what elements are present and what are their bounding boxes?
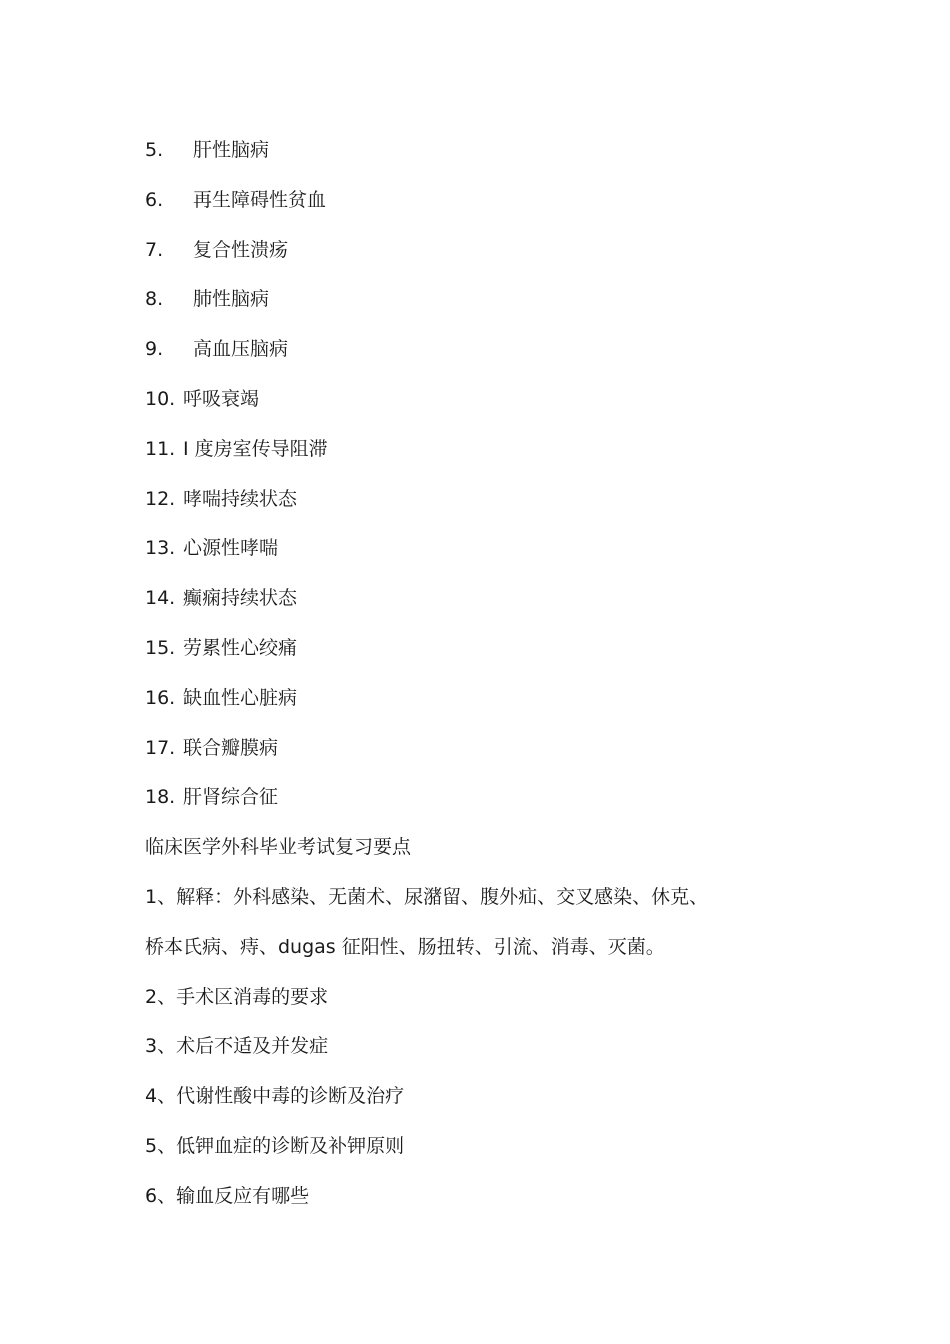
list-text: Ⅰ 度房室传导阻滞: [183, 437, 328, 460]
list-text: 再生障碍性贫血: [193, 188, 327, 211]
list-item: [145, 186, 765, 236]
list-text: 肺性脑病: [193, 288, 270, 311]
list-text: 复合性溃疡: [193, 238, 289, 261]
list-text: 缺血性心脏病: [183, 686, 298, 709]
paragraph-line: 6、输血反应有哪些: [145, 1184, 310, 1207]
list-item: [145, 385, 765, 435]
list-number: 10.: [145, 387, 176, 410]
list-text: 癫痫持续状态: [183, 587, 298, 610]
list-item: [145, 684, 765, 734]
section-title: 临床医学外科毕业考试复习要点: [145, 836, 412, 859]
list-number: 18.: [145, 786, 176, 809]
list-item: [145, 485, 765, 535]
list-number: 6.: [145, 188, 164, 211]
list-text: 高血压脑病: [193, 338, 289, 361]
paragraph-line: 桥本氏病、痔、dugas 征阳性、肠扭转、引流、消毒、灭菌。: [145, 935, 665, 958]
paragraph-line: 4、代谢性酸中毒的诊断及治疗: [145, 1085, 405, 1108]
list-item: [145, 435, 765, 485]
list-number: 9.: [145, 338, 164, 361]
list-item: [145, 136, 765, 186]
list-item: [145, 285, 765, 335]
list-text: 肝肾综合征: [183, 786, 279, 809]
paragraph-line: 3、术后不适及并发症: [145, 1035, 329, 1058]
paragraph-line: 5、低钾血症的诊断及补钾原则: [145, 1134, 405, 1157]
list-item: [145, 734, 765, 784]
list-number: 7.: [145, 238, 164, 261]
list-number: 11.: [145, 437, 176, 460]
list-text: 呼吸衰竭: [183, 387, 260, 410]
list-number: 12.: [145, 487, 176, 510]
list-item: [145, 634, 765, 684]
list-number: 14.: [145, 587, 176, 610]
list-text: 心源性哮喘: [183, 537, 279, 560]
list-number: 15.: [145, 636, 176, 659]
list-text: 肝性脑病: [193, 139, 270, 161]
list-item: [145, 783, 765, 833]
list-number: 17.: [145, 736, 176, 759]
list-item: [145, 236, 765, 286]
list-text: 劳累性心绞痛: [183, 636, 298, 659]
list-text: 哮喘持续状态: [183, 487, 298, 510]
list-text: 联合瓣膜病: [183, 736, 279, 759]
list-item: [145, 335, 765, 385]
list-number: 13.: [145, 537, 176, 560]
document-body: [145, 136, 765, 1232]
list-item: [145, 534, 765, 584]
list-number: 8.: [145, 288, 164, 311]
list-number: 5.: [145, 139, 164, 161]
list-number: 16.: [145, 686, 176, 709]
paragraph-line: 1、解释：外科感染、无菌术、尿潴留、腹外疝、交叉感染、休克、: [145, 885, 709, 908]
list-item: [145, 584, 765, 634]
paragraph-line: 2、手术区消毒的要求: [145, 985, 329, 1008]
